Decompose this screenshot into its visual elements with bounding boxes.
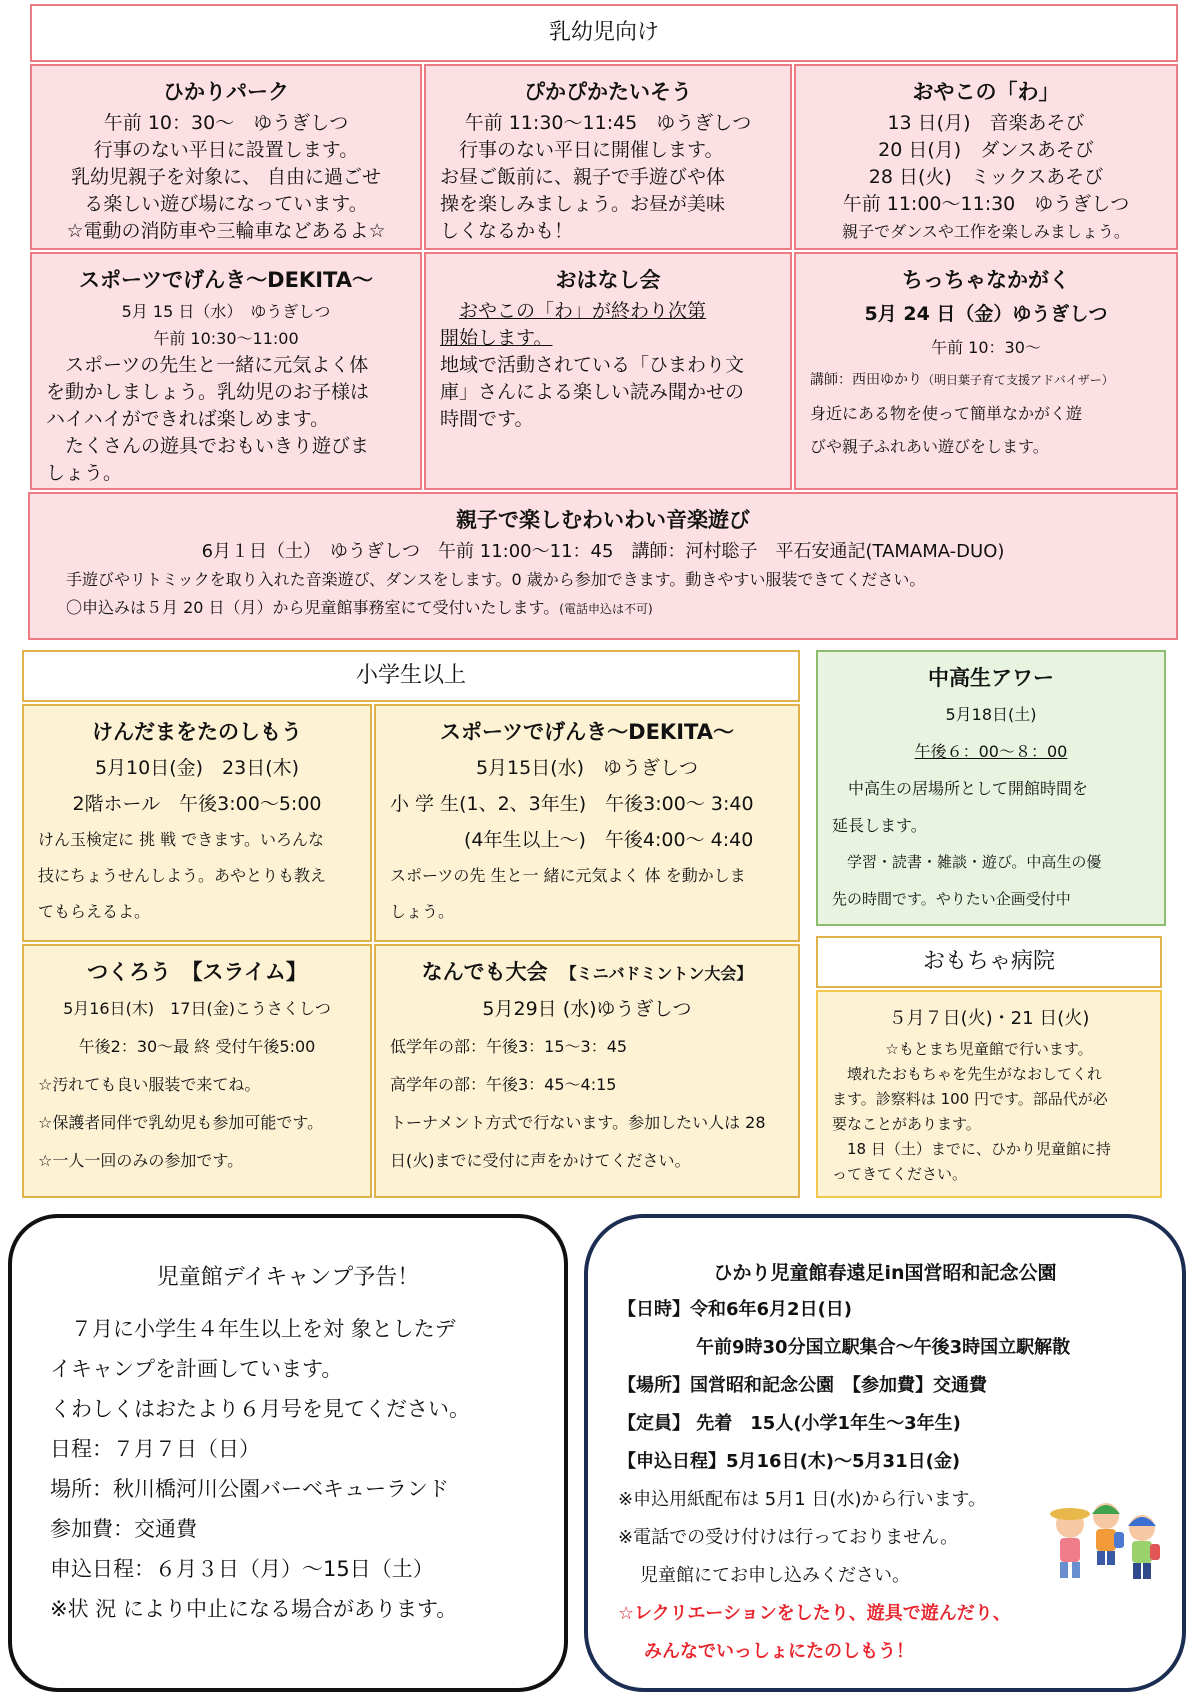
teen-panel [816, 650, 1166, 926]
oyako-schedule: 28 日(火) ミックスあそび [868, 166, 1104, 188]
toy-header-text: おもちゃ病院 [922, 949, 1055, 974]
camp-note: ※状 況 により中止になる場合があります。 [50, 1597, 458, 1621]
teen-date: 5月18日(土) [945, 705, 1037, 724]
camp-line: くわしくはおたより６月号を見てください。 [50, 1397, 470, 1421]
school-sports-title: スポーツでげんき～DEKITA～ [440, 720, 734, 744]
trip-note: ※申込用紙配布は 5月1 日(水)から行います。 [618, 1489, 987, 1510]
camp-line: ７月に小学生４年生以上を対 象としたデ [71, 1317, 456, 1341]
pikapika-line: 操を楽しみましょう。お昼が美味 [440, 193, 726, 215]
trip-red-line: ☆レクリエーションをしたり、遊具で遊んだり、 [618, 1603, 1011, 1624]
ohanashi-title: おはなし会 [555, 268, 661, 292]
trip-red-line: みんなでいっしょにたのしもう！ [644, 1641, 914, 1662]
camp-line: イキャンプを計画しています。 [50, 1357, 343, 1381]
nandemo-date: 5月29日 (水)ゆうぎしつ [482, 998, 692, 1020]
oyako-schedule: 20 日(月) ダンスあそび [878, 139, 1094, 161]
school-sports-row: (4年生以上～) 午後4:00～ 4:40 [464, 829, 754, 851]
chiccha-lecturer: 講師：西田ゆかり [810, 372, 922, 388]
teen-line: 延長します。 [832, 816, 927, 835]
kendama-line: 技にちょうせんしよう。あやとりも教え [38, 866, 327, 885]
infant-header-text: 乳幼児向け [548, 20, 659, 45]
chiccha-lecturer-note: （明日葉子育て支援アドバイザー） [922, 373, 1114, 387]
teen-line2: 先の時間です。やりたい企画受付中 [832, 890, 1071, 908]
toy-line: ます。診察料は 100 円です。部品代が必 [832, 1090, 1108, 1108]
ohanashi-line: 庫」さんによる楽しい読み聞かせの [440, 381, 745, 403]
ohanashi-start-line: おやこの「わ」が終わり次第 [459, 300, 707, 322]
nandemo-low: 低学年の部：午後3：15～3：45 [390, 1037, 628, 1056]
pikapika-line: 行事のない平日に開催します。 [459, 139, 724, 161]
infant-sports-line: を動かしましょう。乳幼児のお子様は [46, 381, 370, 403]
camp-place: 場所：秋川橋河川公園バーベキューランド [50, 1477, 449, 1501]
hiking-kids-illustration [1042, 1490, 1172, 1600]
chiccha-panel [794, 252, 1178, 490]
nandemo-line: トーナメント方式で行ないます。参加したい人は 28 [390, 1113, 766, 1132]
school-sports-line: スポーツの先 生と一 緒に元気よく 体 を動かしま [390, 866, 746, 885]
pikapika-time: 午前 11:30～11:45 ゆうぎしつ [464, 112, 752, 134]
ohanashi-line: 地域で活動されている「ひまわり文 [440, 354, 745, 376]
nandemo-subtitle: 【ミニバドミントン大会】 [568, 964, 753, 983]
hikari-park-line: ☆電動の消防車や三輪車などあるよ☆ [66, 220, 386, 242]
ohanashi-panel [424, 252, 792, 490]
school-header [22, 650, 800, 702]
slime-line: ☆一人一回のみの参加です。 [38, 1151, 244, 1170]
music-panel [28, 492, 1178, 640]
camp-panel [8, 1214, 568, 1692]
oyako-title: おやこの「わ」 [912, 80, 1060, 104]
toy-panel [816, 990, 1162, 1198]
infant-sports-line: しょう。 [46, 462, 123, 484]
camp-fee: 参加費：交通費 [50, 1517, 197, 1541]
teen-line2: 学習・読書・雑談・遊び。中高生の優 [847, 853, 1102, 871]
school-header-text: 小学生以上 [355, 663, 466, 688]
slime-line: ☆汚れても良い服装で来てね。 [38, 1075, 261, 1094]
toy-line: 18 日（土）までに、ひかり児童館に持 [847, 1140, 1111, 1158]
trip-panel [584, 1214, 1186, 1692]
nandemo-title: なんでも大会 [421, 960, 548, 984]
camp-apply: 申込日程：６月３日（月）～15日（土） [50, 1557, 434, 1581]
slime-title: つくろう 【スライム】 [87, 960, 307, 984]
music-title: 親子で楽しむわいわい音楽遊び [456, 508, 750, 532]
infant-sports-line: スポーツの先生と一緒に元気よく体 [65, 354, 369, 376]
trip-place: 【場所】国営昭和記念公園 【参加費】交通費 [618, 1375, 987, 1396]
infant-header [30, 4, 1178, 62]
kendama-time: 2階ホール 午後3:00～5:00 [72, 793, 322, 815]
toy-place: ☆もとまち児童館で行います。 [885, 1040, 1093, 1058]
infant-sports-line: ハイハイができれば楽しめます。 [46, 408, 330, 430]
kendama-title: けんだまをたのしもう [92, 720, 302, 744]
oyako-time: 午前 11:00～11:30 ゆうぎしつ [842, 193, 1130, 215]
trip-apply: 【申込日程】5月16日(木)～5月31日(金) [618, 1451, 961, 1472]
slime-time: 午後2：30～最 終 受付午後5:00 [78, 1037, 316, 1056]
chiccha-title: ちっちゃなかがく [902, 268, 1070, 292]
infant-sports-date: 5月 15 日（水） ゆうぎしつ [121, 302, 331, 321]
trip-time: 午前9時30分国立駅集合～午後3時国立駅解散 [696, 1337, 1071, 1358]
ohanashi-start-line: 開始します。 [440, 327, 553, 349]
pikapika-line: お昼ご飯前に、親子で手遊びや体 [440, 166, 726, 188]
music-line: 手遊びやリトミックを取り入れた音楽遊び、ダンスをします。0 歳から参加できます。動きやすい服装できてください。 [66, 570, 926, 589]
oyako-note: 親子でダンスや工作を楽しみましょう。 [842, 222, 1130, 241]
hikari-park-line: 行事のない平日に設置します。 [93, 139, 359, 161]
chiccha-line: びや親子ふれあい遊びをします。 [810, 437, 1049, 456]
chiccha-date: 5月 24 日（金）ゆうぎしつ [864, 303, 1108, 325]
camp-title: 児童館デイキャンプ予告！ [156, 1265, 420, 1290]
trip-note: ※電話での受け付けは行っておりません。 [618, 1527, 959, 1548]
toy-line: ってきてください。 [832, 1165, 968, 1183]
music-apply: 〇申込みは５月 20 日（月）から児童館事務室にて受付いたします。 [66, 598, 560, 617]
school-sports-line: しょう。 [390, 902, 455, 921]
camp-date: 日程：７月７日（日） [50, 1437, 260, 1461]
chiccha-line: 身近にある物を使って簡単なかがく遊 [810, 404, 1083, 423]
infant-sports-panel [30, 252, 422, 490]
slime-date: 5月16日(木) 17日(金)こうさくしつ [63, 999, 331, 1018]
nandemo-line: 日(火)までに受付に声をかけてください。 [390, 1151, 691, 1170]
school-sports-date: 5月15日(水) ゆうぎしつ [475, 757, 699, 779]
teen-line: 中高生の居場所として開館時間を [848, 779, 1089, 798]
trip-note: 児童館にてお申し込みください。 [640, 1565, 910, 1586]
kendama-panel [22, 704, 372, 942]
infant-sports-time: 午前 10:30～11:00 [153, 329, 299, 348]
toy-line: 壊れたおもちゃを先生がなおしてくれ [847, 1065, 1103, 1083]
ohanashi-line: 時間です。 [440, 408, 534, 430]
music-info: 6月１日（土） ゆうぎしつ 午前 11:00～11：45 講師：河村聡子 平石安通記(TAMAMA-DUO) [201, 541, 1005, 562]
slime-panel [22, 944, 372, 1198]
kid-icon [1050, 1508, 1090, 1578]
oyako-schedule: 13 日(月) 音楽あそび [887, 112, 1085, 134]
hikari-park-time: 午前 10：30～ ゆうぎしつ [103, 112, 349, 134]
infant-sports-title: スポーツでげんき～DEKITA～ [79, 268, 373, 292]
pikapika-panel [424, 64, 792, 250]
teen-time: 午後６：00～８：00 [914, 742, 1068, 761]
hikari-park-panel [30, 64, 422, 250]
school-sports-panel [374, 704, 800, 942]
toy-date: ５月７日(火)・21 日(火) [888, 1008, 1090, 1029]
chiccha-time: 午前 10：30～ [931, 338, 1041, 357]
trip-date: 【日時】令和6年6月2日(日) [618, 1299, 853, 1320]
nandemo-panel [374, 944, 800, 1198]
pikapika-title: ぴかぴかたいそう [524, 80, 692, 104]
kendama-date: 5月10日(金) 23日(木) [94, 757, 300, 779]
nandemo-high: 高学年の部：午後3：45～4:15 [390, 1075, 617, 1094]
pikapika-line: しくなるかも！ [440, 220, 574, 242]
trip-capacity: 【定員】 先着 15人(小学1年生～3年生) [618, 1413, 961, 1434]
school-sports-row: 小 学 生(1、2、3年生) 午後3:00～ 3:40 [390, 793, 754, 815]
infant-sports-line: たくさんの遊具でおもいきり遊びま [65, 435, 370, 457]
kendama-line: けん玉検定に 挑 戦 できます。いろんな [38, 830, 324, 849]
trip-title: ひかり児童館春遠足in国営昭和記念公園 [713, 1262, 1057, 1284]
oyako-panel [794, 64, 1178, 250]
toy-line: 要なことがあります。 [832, 1115, 981, 1133]
teen-title: 中高生アワー [928, 666, 1054, 690]
kid-icon [1092, 1503, 1124, 1565]
music-apply-note: (電話申込は不可) [559, 602, 653, 616]
hikari-park-line: る楽しい遊び場になっています。 [84, 193, 368, 215]
toy-header [816, 936, 1162, 988]
hikari-park-title: ひかりパーク [163, 80, 289, 104]
kid-icon [1128, 1515, 1160, 1579]
kendama-line: てもらえるよ。 [38, 902, 151, 921]
hikari-park-line: 乳幼児親子を対象に、 自由に過ごせ [70, 166, 382, 188]
slime-line: ☆保護者同伴で乳幼児も参加可能です。 [38, 1113, 324, 1132]
